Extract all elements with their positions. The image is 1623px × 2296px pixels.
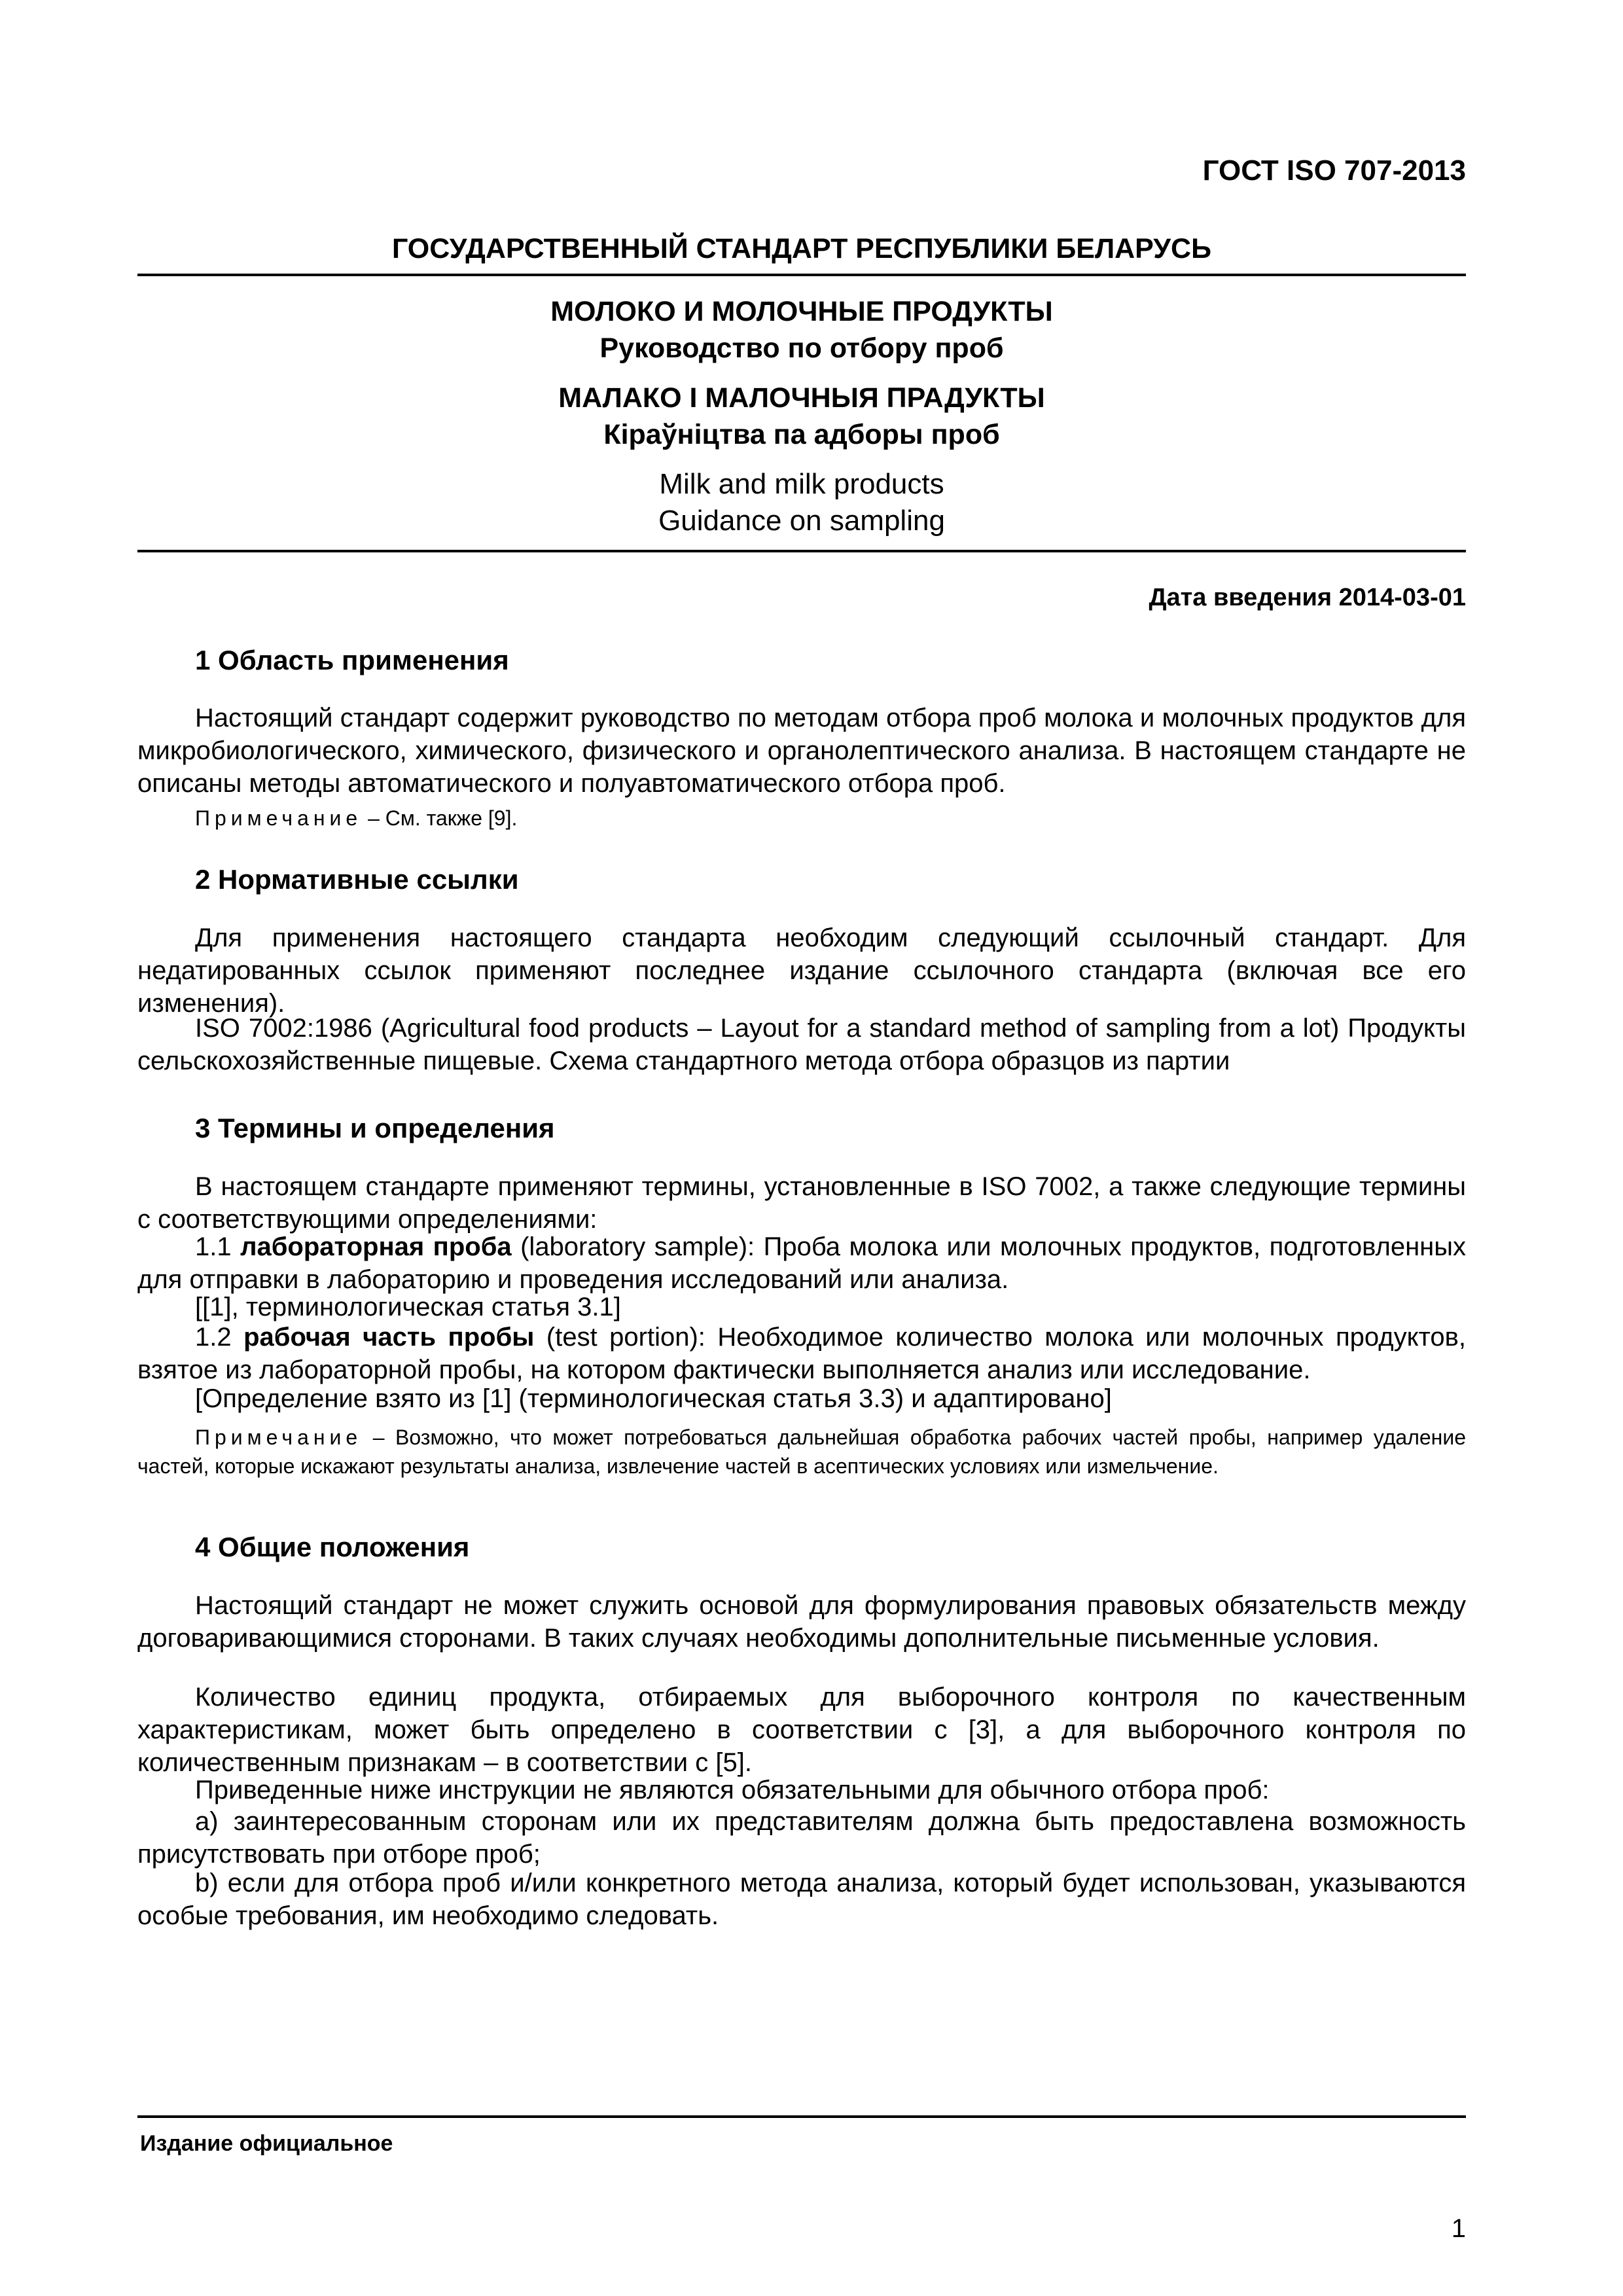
note-label: Примечание [195,1426,363,1449]
section-1-paragraph: Настоящий стандарт содержит руководство по методам отбора проб молока и молочных продуктов для микробиологического, химического, физического и органолептического анализа. В настоящем стандарте не описаны методы автоматического и полуавтоматического отбора проб. [137,704,1466,798]
section-3-heading: 3 Термины и определения [195,1113,555,1143]
term-1-1-source: [[1], терминологическая статья 3.1] [195,1293,621,1321]
title-by-main: МАЛАКО І МАЛОЧНЫЯ ПРАДУКТЫ [558,382,1045,414]
document-number: ГОСТ ISO 707-2013 [1202,154,1466,187]
section-2-paragraph-1: Для применения настоящего стандарта необходим следующий ссылочный стандарт. Для недатированных ссылок применяют последнее издание ссылочного стандарта (включая все его изменения). [137,924,1466,1018]
section-4-item-b: b) если для отбора проб и/или конкретного метода анализа, который будет использован, указываются особые требования, им необходимо следовать. [137,1869,1466,1930]
term-1-2-definition: (test portion): Необходимое количество молока или молочных продуктов, взятое из лабораторной пробы, на котором фактически выполняется анализ или исследование. [137,1323,1467,1384]
section-2-heading: 2 Нормативные ссылки [195,864,519,895]
term-1-2-source: [Определение взято из [1] (терминологическая статья 3.3) и адаптировано] [195,1384,1112,1413]
title-en-sub: Guidance on sampling [658,505,945,537]
section-4-paragraph-1: Настоящий стандарт не может служить основой для формулирования правовых обязательств между договаривающимися сторонами. В таких случаях необходимы дополнительные письменные условия. [137,1591,1466,1653]
term-1-1 [137,1230,1466,1296]
section-4-heading: 4 Общие положения [195,1532,470,1562]
section-3-paragraph: В настоящем стандарте применяют термины, установленные в ISO 7002, а также следующие термины с соответствующими определениями: [137,1172,1466,1234]
term-1-2-number: 1.2 [195,1323,244,1352]
note-label: Примечание [195,806,363,830]
term-1-1-name: лабораторная проба [240,1232,512,1261]
title-block [137,293,1466,539]
page-number: 1 [1451,2214,1466,2243]
title-ru-main: МОЛОКО И МОЛОЧНЫЕ ПРОДУКТЫ [550,296,1053,327]
footer-rule [137,2115,1466,2118]
title-top-rule [137,274,1466,276]
note-text: – См. также [9]. [362,806,518,830]
state-standard-heading: ГОСУДАРСТВЕННЫЙ СТАНДАРТ РЕСПУБЛИКИ БЕЛАРУСЬ [391,233,1212,264]
section-3-note [137,1423,1466,1480]
official-edition-label: Издание официальное [140,2131,393,2156]
title-en-main: Milk and milk products [659,468,944,500]
title-by-sub: Кіраўніцтва па адборы проб [603,419,1000,450]
note-text: – Возможно, что может потребоваться дальнейшая обработка рабочих частей пробы, например удаление частей, которые искажают результаты анализа, извлечение частей в асептических условиях или измельчение. [137,1426,1466,1478]
introduction-date: Дата введения 2014-03-01 [1149,584,1466,611]
term-1-2 [137,1321,1466,1386]
term-1-1-number: 1.1 [195,1232,241,1261]
section-1-note [137,804,1466,833]
term-1-1-definition: (laboratory sample): Проба молока или молочных продуктов, подготовленных для отправки в лабораторию и проведения исследований или анализа. [137,1232,1467,1294]
title-ru-sub: Руководство по отбору проб [599,332,1004,364]
term-1-2-name: рабочая часть пробы [243,1323,535,1352]
section-4-paragraph-3: Приведенные ниже инструкции не являются обязательными для обычного отбора проб: [195,1776,1270,1804]
section-4-paragraph-2: Количество единиц продукта, отбираемых для выборочного контроля по качественным характеристикам, может быть определено в соответствии с [3], а для выборочного контроля по количественным признакам – в соответствии с [5]. [137,1683,1466,1777]
section-1-heading: 1 Область применения [195,645,509,675]
title-bottom-rule [137,550,1466,552]
section-4-item-a: a) заинтересованным сторонам или их представителям должна быть предоставлена возможность присутствовать при отборе проб; [137,1807,1466,1869]
section-2-paragraph-2: ISO 7002:1986 (Agricultural food products – Layout for a standard method of sampling from a lot) Продукты сельскохозяйственные пищевые. Схема стандартного метода отбора образцов из партии [137,1014,1466,1075]
